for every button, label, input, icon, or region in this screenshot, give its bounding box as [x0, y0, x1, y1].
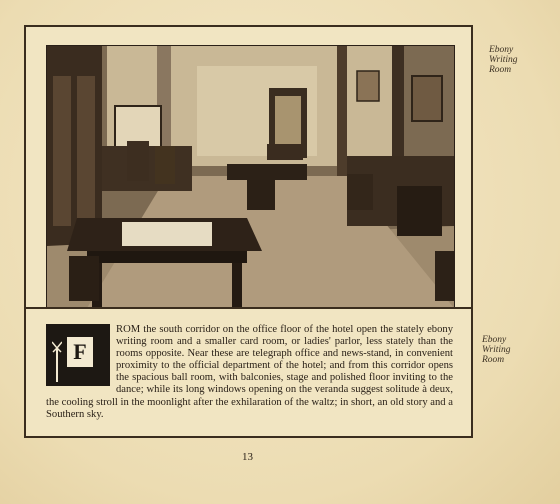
- decorative-dropcap: [46, 324, 110, 386]
- caption-middle-line-1: Ebony: [482, 335, 507, 345]
- dropcap-letter: F: [66, 336, 94, 368]
- caption-top: [489, 45, 549, 75]
- section-divider: [26, 307, 471, 309]
- page-border-frame: [24, 25, 473, 438]
- caption-top-line-1: Ebony: [489, 45, 514, 55]
- page-number: 13: [242, 451, 253, 463]
- writing-room-photograph: [46, 45, 455, 309]
- palm-tree-icon: [52, 338, 62, 382]
- caption-middle-line-3: Room: [482, 355, 505, 365]
- caption-middle: [482, 335, 542, 365]
- body-text: ROM the south corridor on the office floor of the hotel open the stately ebony writing room and a smaller card room, or ladies' parlor, less stately than the rooms opposite. Near these are telegraph office and news-stand, in convenient proximity to the official department of the hotel; and from this corridor opens the spacious ball room, with balconies, stage and polished floor inviting to the dance; while its long windows opening on the veranda suggest solitude à deux, the cooling stroll in the moonlight after the exhilaration of the waltz; in short, an old story and a Southern sky.: [46, 324, 453, 420]
- caption-top-line-2: Writing: [489, 55, 518, 65]
- caption-middle-line-2: Writing: [482, 345, 511, 355]
- photo-illustration: [47, 46, 454, 308]
- body-paragraph-block: [46, 324, 453, 421]
- caption-top-line-3: Room: [489, 65, 512, 75]
